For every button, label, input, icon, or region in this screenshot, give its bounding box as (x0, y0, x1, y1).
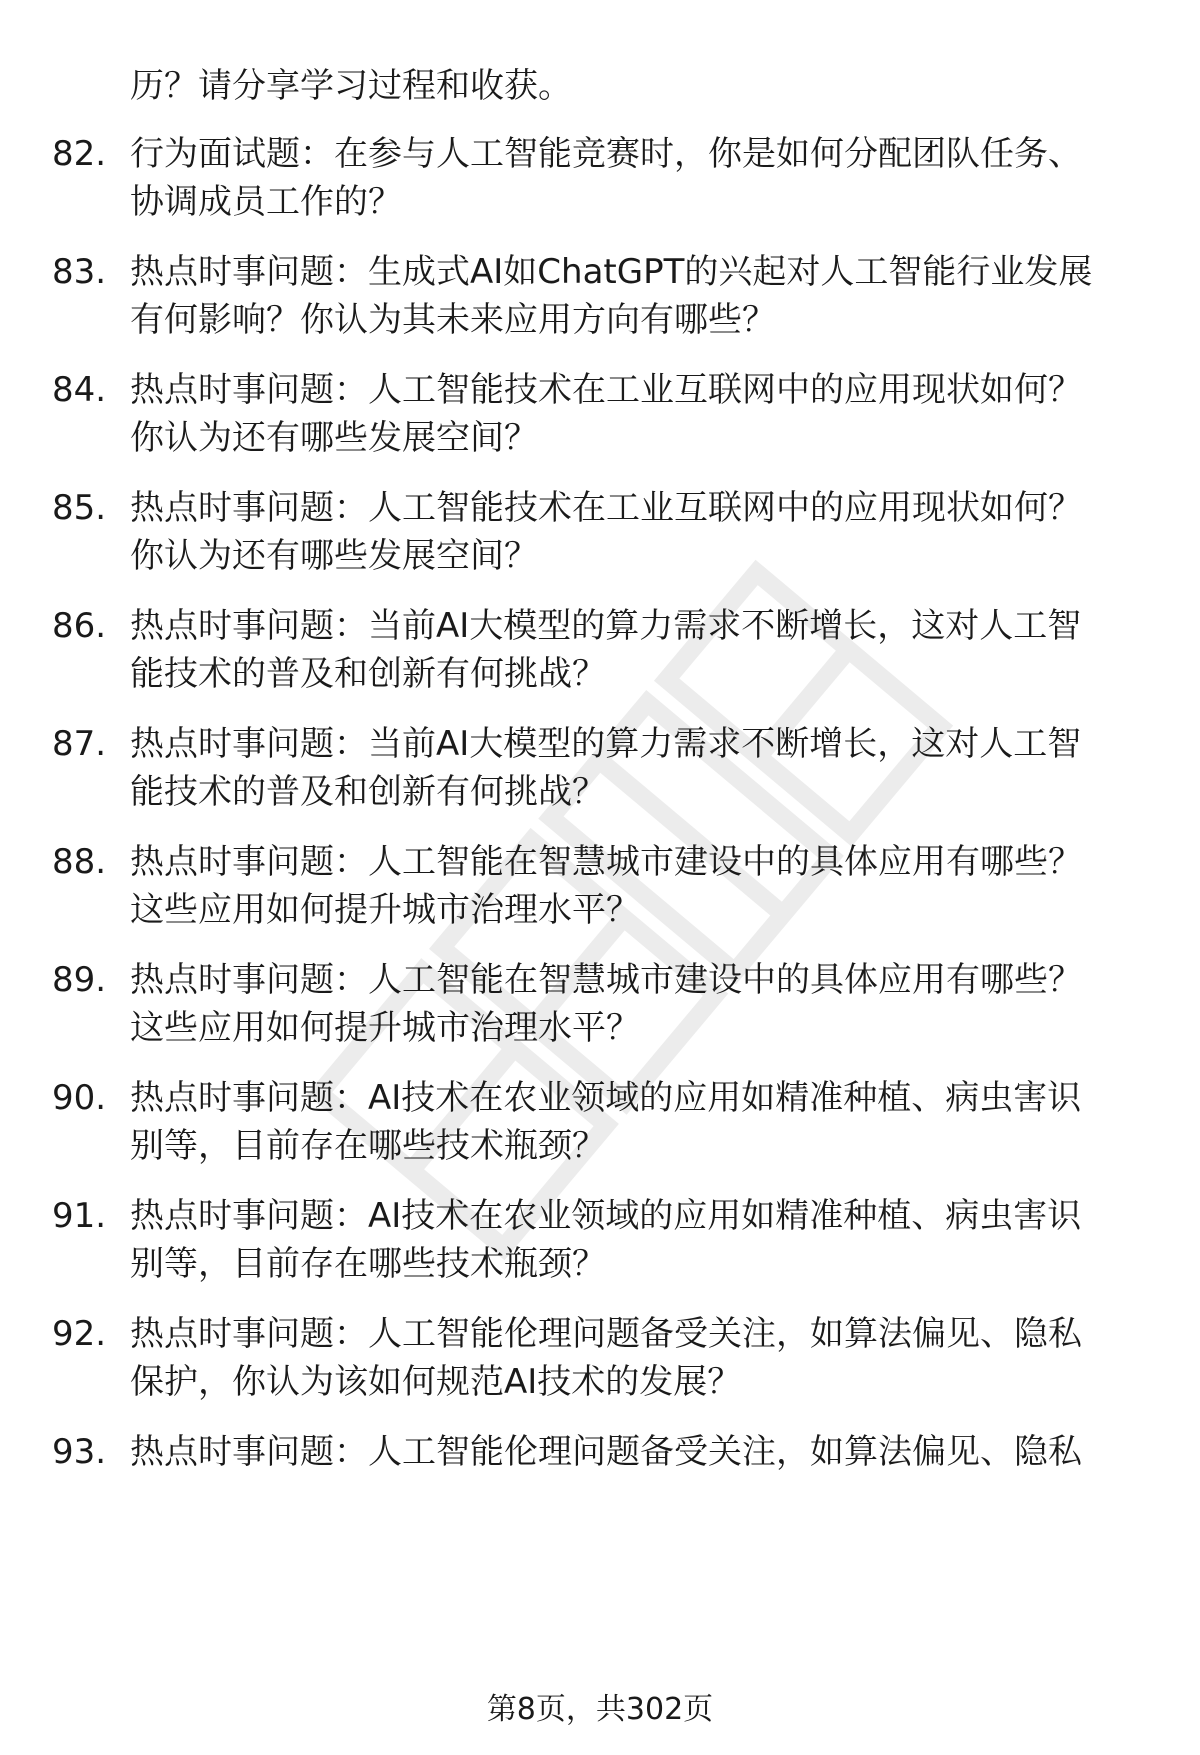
page-footer: 第8页，共302页 (486, 1692, 714, 1727)
item-text (130, 602, 1140, 698)
item-number: 83. (52, 252, 107, 292)
item-text-line: 有何影响？你认为其未来应用方向有哪些？ (130, 300, 776, 340)
item-number: 88. (52, 842, 107, 882)
item-text (130, 1074, 1140, 1170)
item-text (130, 484, 1140, 580)
item-text (130, 720, 1140, 816)
item-text-line: 热点时事问题：人工智能技术在工业互联网中的应用现状如何？ (130, 488, 1082, 528)
item-text-line: 热点时事问题：AI技术在农业领域的应用如精准种植、病虫害识 (130, 1078, 1082, 1118)
item-text-line: 热点时事问题：人工智能伦理问题备受关注，如算法偏见、隐私 (130, 1314, 1082, 1354)
item-text-line: 热点时事问题：人工智能在智慧城市建设中的具体应用有哪些？ (130, 960, 1082, 1000)
item-text-line: 别等，目前存在哪些技术瓶颈？ (130, 1244, 606, 1284)
item-text-line: 热点时事问题：人工智能伦理问题备受关注，如算法偏见、隐私 (130, 1432, 1082, 1472)
item-number: 87. (52, 724, 107, 764)
item-text-line: 热点时事问题：人工智能在智慧城市建设中的具体应用有哪些？ (130, 842, 1082, 882)
item-number: 86. (52, 606, 107, 646)
item-text-line: 热点时事问题：当前AI大模型的算力需求不断增长，这对人工智 (130, 724, 1082, 764)
item-text (130, 366, 1140, 462)
item-text-line: 你认为还有哪些发展空间？ (130, 418, 538, 458)
item-number: 90. (52, 1078, 107, 1118)
continuation-text: 历？请分享学习过程和收获。 (130, 66, 572, 106)
item-text-line: 热点时事问题：人工智能技术在工业互联网中的应用现状如何？ (130, 370, 1082, 410)
item-number: 85. (52, 488, 107, 528)
item-text-line: 保护，你认为该如何规范AI技术的发展？ (130, 1362, 742, 1402)
item-text-line: 能技术的普及和创新有何挑战？ (130, 654, 606, 694)
item-text (130, 956, 1140, 1052)
item-number: 93. (52, 1432, 107, 1472)
item-text-line: 能技术的普及和创新有何挑战？ (130, 772, 606, 812)
item-text-line: 协调成员工作的？ (130, 182, 402, 222)
item-text-line: 热点时事问题：生成式AI如ChatGPT的兴起对人工智能行业发展 (130, 252, 1093, 292)
item-text (130, 130, 1140, 226)
item-text (130, 838, 1140, 934)
item-number: 84. (52, 370, 107, 410)
item-text-line: 热点时事问题：当前AI大模型的算力需求不断增长，这对人工智 (130, 606, 1082, 646)
item-text-line: 这些应用如何提升城市治理水平？ (130, 890, 640, 930)
item-text (130, 1192, 1140, 1288)
item-number: 91. (52, 1196, 107, 1236)
item-text-line: 你认为还有哪些发展空间？ (130, 536, 538, 576)
item-number: 92. (52, 1314, 107, 1354)
item-text-line: 别等，目前存在哪些技术瓶颈？ (130, 1126, 606, 1166)
item-text-line: 行为面试题：在参与人工智能竞赛时，你是如何分配团队任务、 (130, 134, 1082, 174)
item-text-line: 这些应用如何提升城市治理水平？ (130, 1008, 640, 1048)
item-number: 82. (52, 134, 107, 174)
item-text (130, 1428, 1140, 1476)
item-text (130, 248, 1140, 344)
item-number: 89. (52, 960, 107, 1000)
item-text (130, 1310, 1140, 1406)
item-text-line: 热点时事问题：AI技术在农业领域的应用如精准种植、病虫害识 (130, 1196, 1082, 1236)
